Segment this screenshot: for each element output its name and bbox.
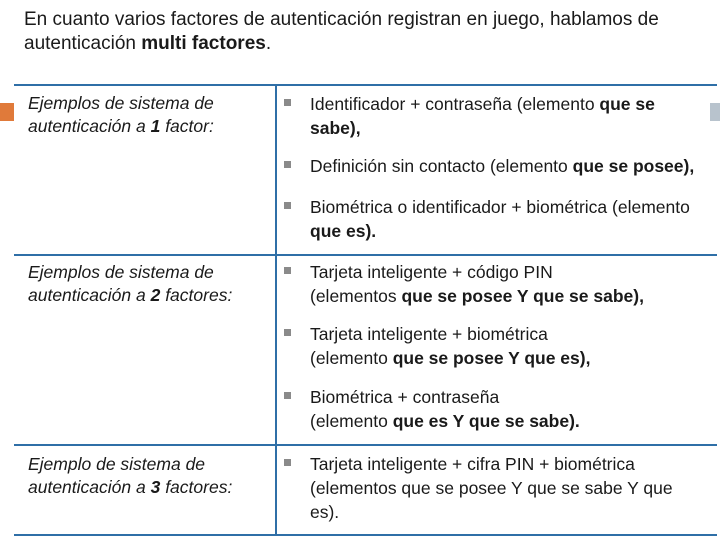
item-bold: que se posee Y que es), xyxy=(392,348,591,368)
item-bold: que se sabe), xyxy=(310,94,655,138)
list-item xyxy=(284,92,704,140)
bullet-icon xyxy=(284,267,291,274)
list-item xyxy=(284,154,704,178)
row-label-text: Ejemplo de sistema de autenticación a xyxy=(28,454,206,497)
column-divider xyxy=(275,86,277,534)
item-bold: que se posee Y que se sabe), xyxy=(401,286,644,306)
row-label-number: 3 xyxy=(150,477,161,497)
item-line1: Tarjeta inteligente + cifra PIN + biométrica xyxy=(310,454,635,474)
row-label-2-factors xyxy=(28,261,258,307)
list-item xyxy=(284,452,704,524)
bullet-icon xyxy=(284,99,291,106)
row-label-1-factor xyxy=(28,92,258,138)
row-label-number: 2 xyxy=(150,285,161,305)
item-text: (elementos xyxy=(310,286,402,306)
bullet-icon xyxy=(284,392,291,399)
item-text: Biométrica o identificador + biométrica (elemento xyxy=(310,197,690,217)
item-text: Identificador + contraseña (elemento xyxy=(310,94,600,114)
row-divider-1 xyxy=(14,254,717,256)
list-item xyxy=(284,260,704,308)
orange-accent-marker xyxy=(0,103,14,121)
bullet-icon xyxy=(284,329,291,336)
item-bold: que se posee), xyxy=(572,156,695,176)
item-text: (elemento xyxy=(310,348,393,368)
list-item xyxy=(284,195,704,243)
row-divider-2 xyxy=(14,444,717,446)
item-text: (elemento xyxy=(310,411,393,431)
item-text: Definición sin contacto (elemento xyxy=(310,156,573,176)
item-bold: que es). xyxy=(310,221,377,241)
row-label-suffix: factores: xyxy=(160,477,233,497)
intro-text: En cuanto varios factores de autenticación registran en juego, hablamos de autenticación xyxy=(24,9,659,54)
row-label-suffix: factor: xyxy=(160,116,214,136)
intro-paragraph xyxy=(24,8,684,56)
row-label-number: 1 xyxy=(150,116,161,136)
row-label-suffix: factores: xyxy=(160,285,233,305)
row-label-3-factors xyxy=(28,453,258,499)
authentication-factors-table xyxy=(14,84,717,536)
bullet-icon xyxy=(284,161,291,168)
item-line1: Tarjeta inteligente + código PIN xyxy=(310,262,553,282)
intro-end: . xyxy=(265,33,272,54)
item-text: (elementos que se posee Y que se sabe Y que es). xyxy=(310,478,673,522)
bullet-icon xyxy=(284,202,291,209)
bullet-icon xyxy=(284,459,291,466)
row-label-text: Ejemplos de sistema de autenticación a xyxy=(28,93,214,136)
item-line1: Tarjeta inteligente + biométrica xyxy=(310,324,548,344)
row-label-text: Ejemplos de sistema de autenticación a xyxy=(28,262,214,305)
intro-bold: multi factores xyxy=(141,33,266,54)
item-line1: Biométrica + contraseña xyxy=(310,387,500,407)
item-bold: que es Y que se sabe). xyxy=(392,411,580,431)
list-item xyxy=(284,385,704,433)
list-item xyxy=(284,322,704,370)
